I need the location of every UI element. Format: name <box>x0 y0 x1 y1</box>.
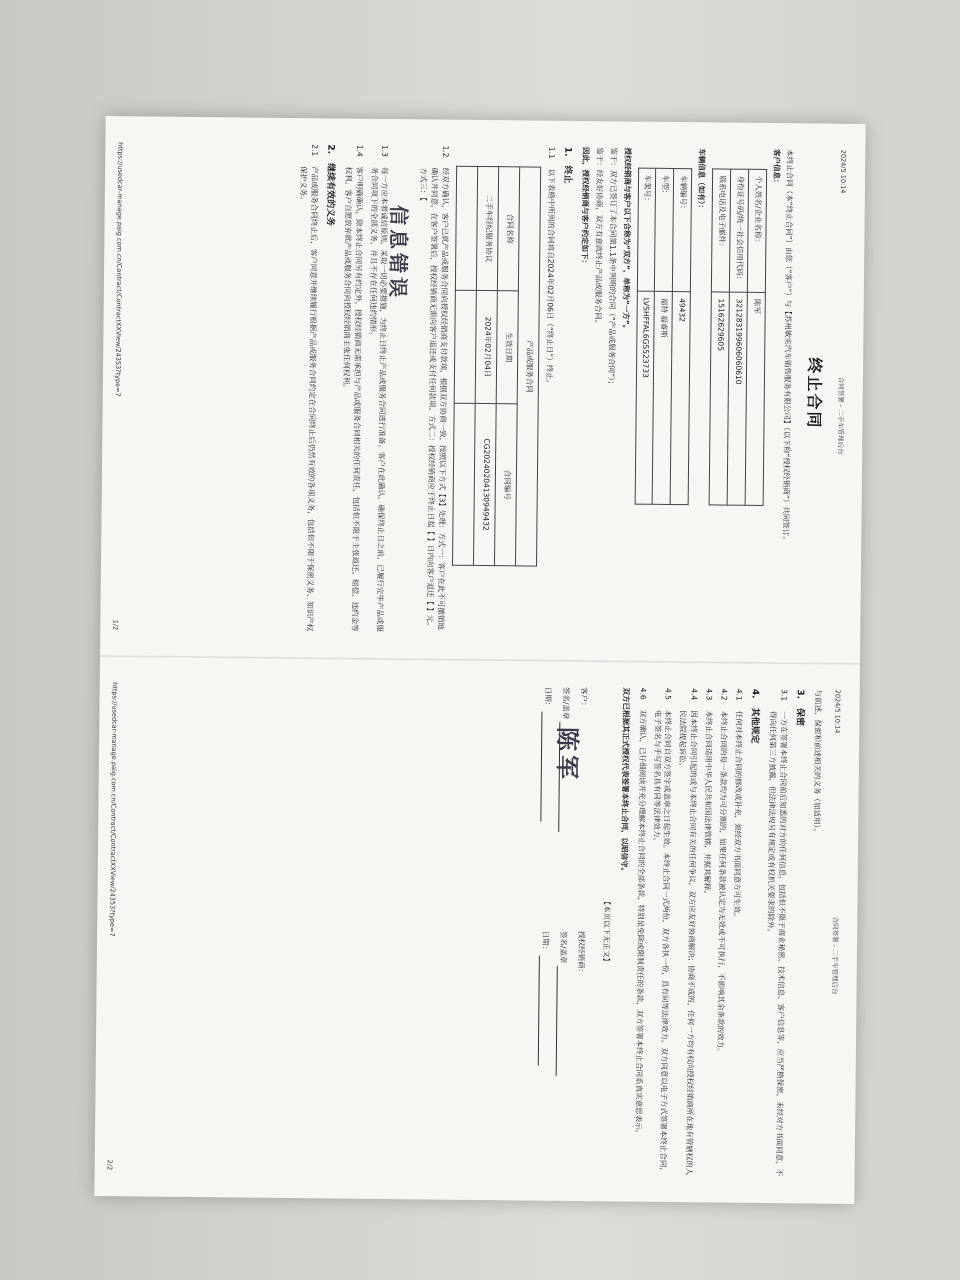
table-cell: LVSHFFAL6GS523733 <box>635 291 655 504</box>
clause-number: 4.3 <box>704 688 714 701</box>
column-header: 合同编号 <box>495 404 518 566</box>
table-cell <box>454 290 476 404</box>
customer-signature: 陈军 <box>552 726 583 784</box>
date-line <box>538 956 548 1066</box>
table-row <box>670 169 691 505</box>
table-row <box>516 167 541 566</box>
table-row <box>727 169 748 505</box>
customer-signature-column <box>533 687 589 932</box>
table-cell: 2024年02月04日 <box>475 290 497 404</box>
section-2-title: 2. 继续有效的义务 <box>324 144 336 227</box>
print-site-title: 合同签署 - 二手车管理后台 <box>836 376 845 455</box>
table-caption: 产品或服务合同 <box>516 167 541 566</box>
table-cell: 车架号： <box>637 168 656 291</box>
table-row <box>709 169 730 505</box>
clause-text: 任何对本终止合同的修改或补充，须经双方书面同意方可生效。 <box>732 710 744 921</box>
handwriting-area <box>385 145 414 633</box>
section-1-title: 1. 终止 <box>562 146 573 184</box>
clause-number: 1.3 <box>380 144 390 157</box>
clause-text: 因本终止合同引起的或与本终止合同有关的任何争议，双方应友好协商解决；协商不成的，任何一方均有权向授权经销商所在地有管辖权的人民法院提起诉讼。 <box>678 710 699 1176</box>
intro-paragraph: 本终止合同（本“终止合同”）由您（“客户”）与【苏州敏实汽车销售服务有限公司】（以下称“授权经销商”）共同签订。 <box>781 149 795 544</box>
page-number: 1/2 <box>111 619 120 631</box>
signature-line <box>556 966 566 1076</box>
contract-page-1 <box>100 116 866 664</box>
page-number: 2/2 <box>106 1159 115 1171</box>
table-cell: 福特 福睿斯 <box>653 291 673 504</box>
table-cell <box>455 166 477 290</box>
column-header: 合同名称 <box>497 167 519 291</box>
clause-2-1 <box>292 144 319 632</box>
clause-4-5 <box>646 688 673 1176</box>
preamble-line: 授权经销商与客户以下合称为“双方”，单称为“一方”。 <box>620 147 632 333</box>
date-line-row <box>537 931 550 1175</box>
table-cell <box>453 403 476 565</box>
signature-block <box>530 687 589 1176</box>
document-title: 终止合同 <box>804 357 824 430</box>
clause-number: 4.2 <box>719 688 729 701</box>
product-contract-table <box>452 166 541 567</box>
clause-4-1 <box>728 689 744 1177</box>
table-cell: 陈军 <box>745 292 765 505</box>
clause-text: 每一方应本着诚信原则，采取一切必要措施，为终止日终止产品或服务合同进行准备。客户在此确认，确保终止日之前，已履行完毕产品或服务合同项下的全部义务，并且不存在任何违约情形。 <box>367 166 390 633</box>
clause-1-1 <box>540 147 556 635</box>
contract-sheet <box>94 116 865 1204</box>
clause-1-4 <box>337 145 364 633</box>
handwritten-note: 信息错误 <box>386 205 412 302</box>
clause-number: 1.2 <box>441 145 451 158</box>
clause-number: 2.1 <box>310 144 320 157</box>
print-site-title: 合同签署 - 二手车管理后台 <box>830 916 840 995</box>
signature-line-row <box>555 931 568 1175</box>
clause-1-2 <box>413 145 451 633</box>
page-header <box>827 690 842 1178</box>
table-row <box>653 168 674 504</box>
clause-text: 客户明确确认，除本终止合同另有约定外，授权经销商无需承担与产品或服务合同相关的任何责任，包括但不限于主张返还、赔偿、违约金等权利。客户自愿放弃就产品或服务合同向授权经销商主张任何权利。 <box>341 166 364 632</box>
clause-4-2 <box>713 688 729 1176</box>
clause-number: 4.6 <box>638 687 648 700</box>
table-cell: 321283199606060610 <box>727 292 747 505</box>
clause-number: 4.4 <box>689 688 699 701</box>
table-cell: 车型： <box>655 168 674 291</box>
continuation-line: 与前述，保密和前述相关的义务（如适用）。 <box>811 689 823 836</box>
customer-info-label: 客户信息： <box>771 149 781 187</box>
clause-text: 以下表格中所列的合同将自2024年02月06日（“终止日”）终止。 <box>544 168 557 388</box>
sign-label: 签名/盖章 <box>559 930 569 964</box>
table-cell: CG20240204130949432 <box>474 404 497 566</box>
clause-text: 一方在签署本终止合同前后知悉的对方的任何信息，包括但不限于商业秘密、技术信息、客户信息等，应当严格保密，未经对方书面同意，不得向任何第三方披露，但法律法规另有规定或有权机关要求的除外。 <box>765 711 789 1177</box>
vehicle-info-table <box>634 168 692 506</box>
date-line-row <box>540 687 553 931</box>
clause-number: 3.1 <box>779 689 789 702</box>
table-row <box>474 166 499 565</box>
table-cell: 联系电话及电子邮件： <box>711 169 730 292</box>
clause-text: 本终止合同适用中华人民共和国法律管辖，并据其解释。 <box>702 710 714 898</box>
page-header <box>833 150 848 638</box>
table-row <box>453 166 478 565</box>
date-label: 日期： <box>541 930 551 954</box>
table-cell: 个人姓名/企业名称： <box>747 169 766 292</box>
signature-line-row <box>558 687 571 931</box>
table-cell: 49432 <box>670 291 690 504</box>
clause-number: 1.1 <box>547 146 557 159</box>
footer-url: https://usedcar-manage.paig.com.cn/Contract/ContractXXView/24353?type=7 <box>108 682 120 937</box>
preamble-line: 鉴于：经友好协商，双方有意就终止产品或服务合同。 <box>593 147 605 328</box>
end-of-text-note: 【本页以下无正文】 <box>601 897 612 966</box>
print-timestamp: 2024/5 10:14 <box>833 689 842 734</box>
section-3-title: 3. 保密 <box>794 689 805 727</box>
party-label: 授权经销商： <box>576 931 587 977</box>
vehicle-info-label: 车辆信息（如有）： <box>696 148 707 213</box>
preamble-line: 因此，授权经销商与客户约定如下： <box>580 147 591 268</box>
print-timestamp: 2024/5 10:14 <box>838 149 848 194</box>
page-footer <box>105 682 120 1170</box>
clause-number: 4.1 <box>734 688 744 701</box>
contract-page-2 <box>94 656 860 1204</box>
date-label: 日期： <box>543 686 554 710</box>
dealer-signature-column <box>530 931 586 1176</box>
clause-text: 经双方确认，客户已就产品或服务合同向授权经销商支付款项，根据双方协商一致，按照以下方式【3】处理：方式一：客户在此不可撤销地确认并同意，在客户签署后，授权经销商无需向客户退还或支付任何款项。方式二：授权经销商应于终止日起【 】日内向客户退还【 】元。方式三：【 <box>419 167 451 630</box>
table-cell: 身份证号码/统一社会信用代码： <box>729 169 748 292</box>
section-4-title: 4. 其他规定 <box>749 688 760 744</box>
table-row <box>635 168 656 504</box>
clause-3-1 <box>762 689 789 1177</box>
clause-text: 本终止合同自双方签字或盖章之日起生效。本终止合同一式两份，双方各执一份，具有同等法律效力。双方同意以电子方式签署本终止合同，电子签名与手写签名具有同等法律效力。 <box>651 709 673 1175</box>
clause-text: 产品或服务合同终止后，客户同意并继续履行根据产品或服务合同约定在合同终止后仍然有效的各项义务，包括但不限于保密义务、知识产权保护义务。 <box>298 166 320 632</box>
clause-number: 1.4 <box>354 144 365 157</box>
party-label: 客户： <box>579 687 589 710</box>
column-header: 生效日期 <box>496 290 518 404</box>
table-cell: 15162629605 <box>709 292 729 505</box>
page-footer <box>110 142 125 630</box>
clause-4-3 <box>698 688 714 1176</box>
table-cell: 车辆编号： <box>673 169 692 292</box>
table-cell: 二手车经纪服务协议 <box>476 166 498 290</box>
clause-number: 4.5 <box>664 687 674 700</box>
customer-info-table <box>709 168 767 506</box>
footer-url: https://usedcar-manage.paig.com.cn/Contract/ContractXXView/24353?type=7 <box>114 142 125 397</box>
table-row <box>745 169 766 505</box>
execution-statement: 双方已根据其正式授权代表签署本终止合同，以昭信守。 <box>619 687 631 876</box>
sign-label: 签名/盖章 <box>561 686 571 720</box>
clause-text: 双方确认，已仔细阅读并充分理解本终止合同的全部条款，特别是免除或限制责任的条款，双方签署本终止合同系真实意思表示。 <box>633 709 648 1138</box>
preamble-line: 鉴于：双方已签订了本合同第1.1条中列明的合同（“产品或服务合同”）； <box>606 147 619 389</box>
clause-text: 本终止合同的每一条款均为可分割的，如果任何条款被认定为无效或不可执行，不影响其余条款的效力。 <box>715 710 729 1056</box>
table-header-row <box>495 167 520 566</box>
clause-4-4 <box>672 688 699 1176</box>
clause-4-6 <box>631 688 647 1176</box>
